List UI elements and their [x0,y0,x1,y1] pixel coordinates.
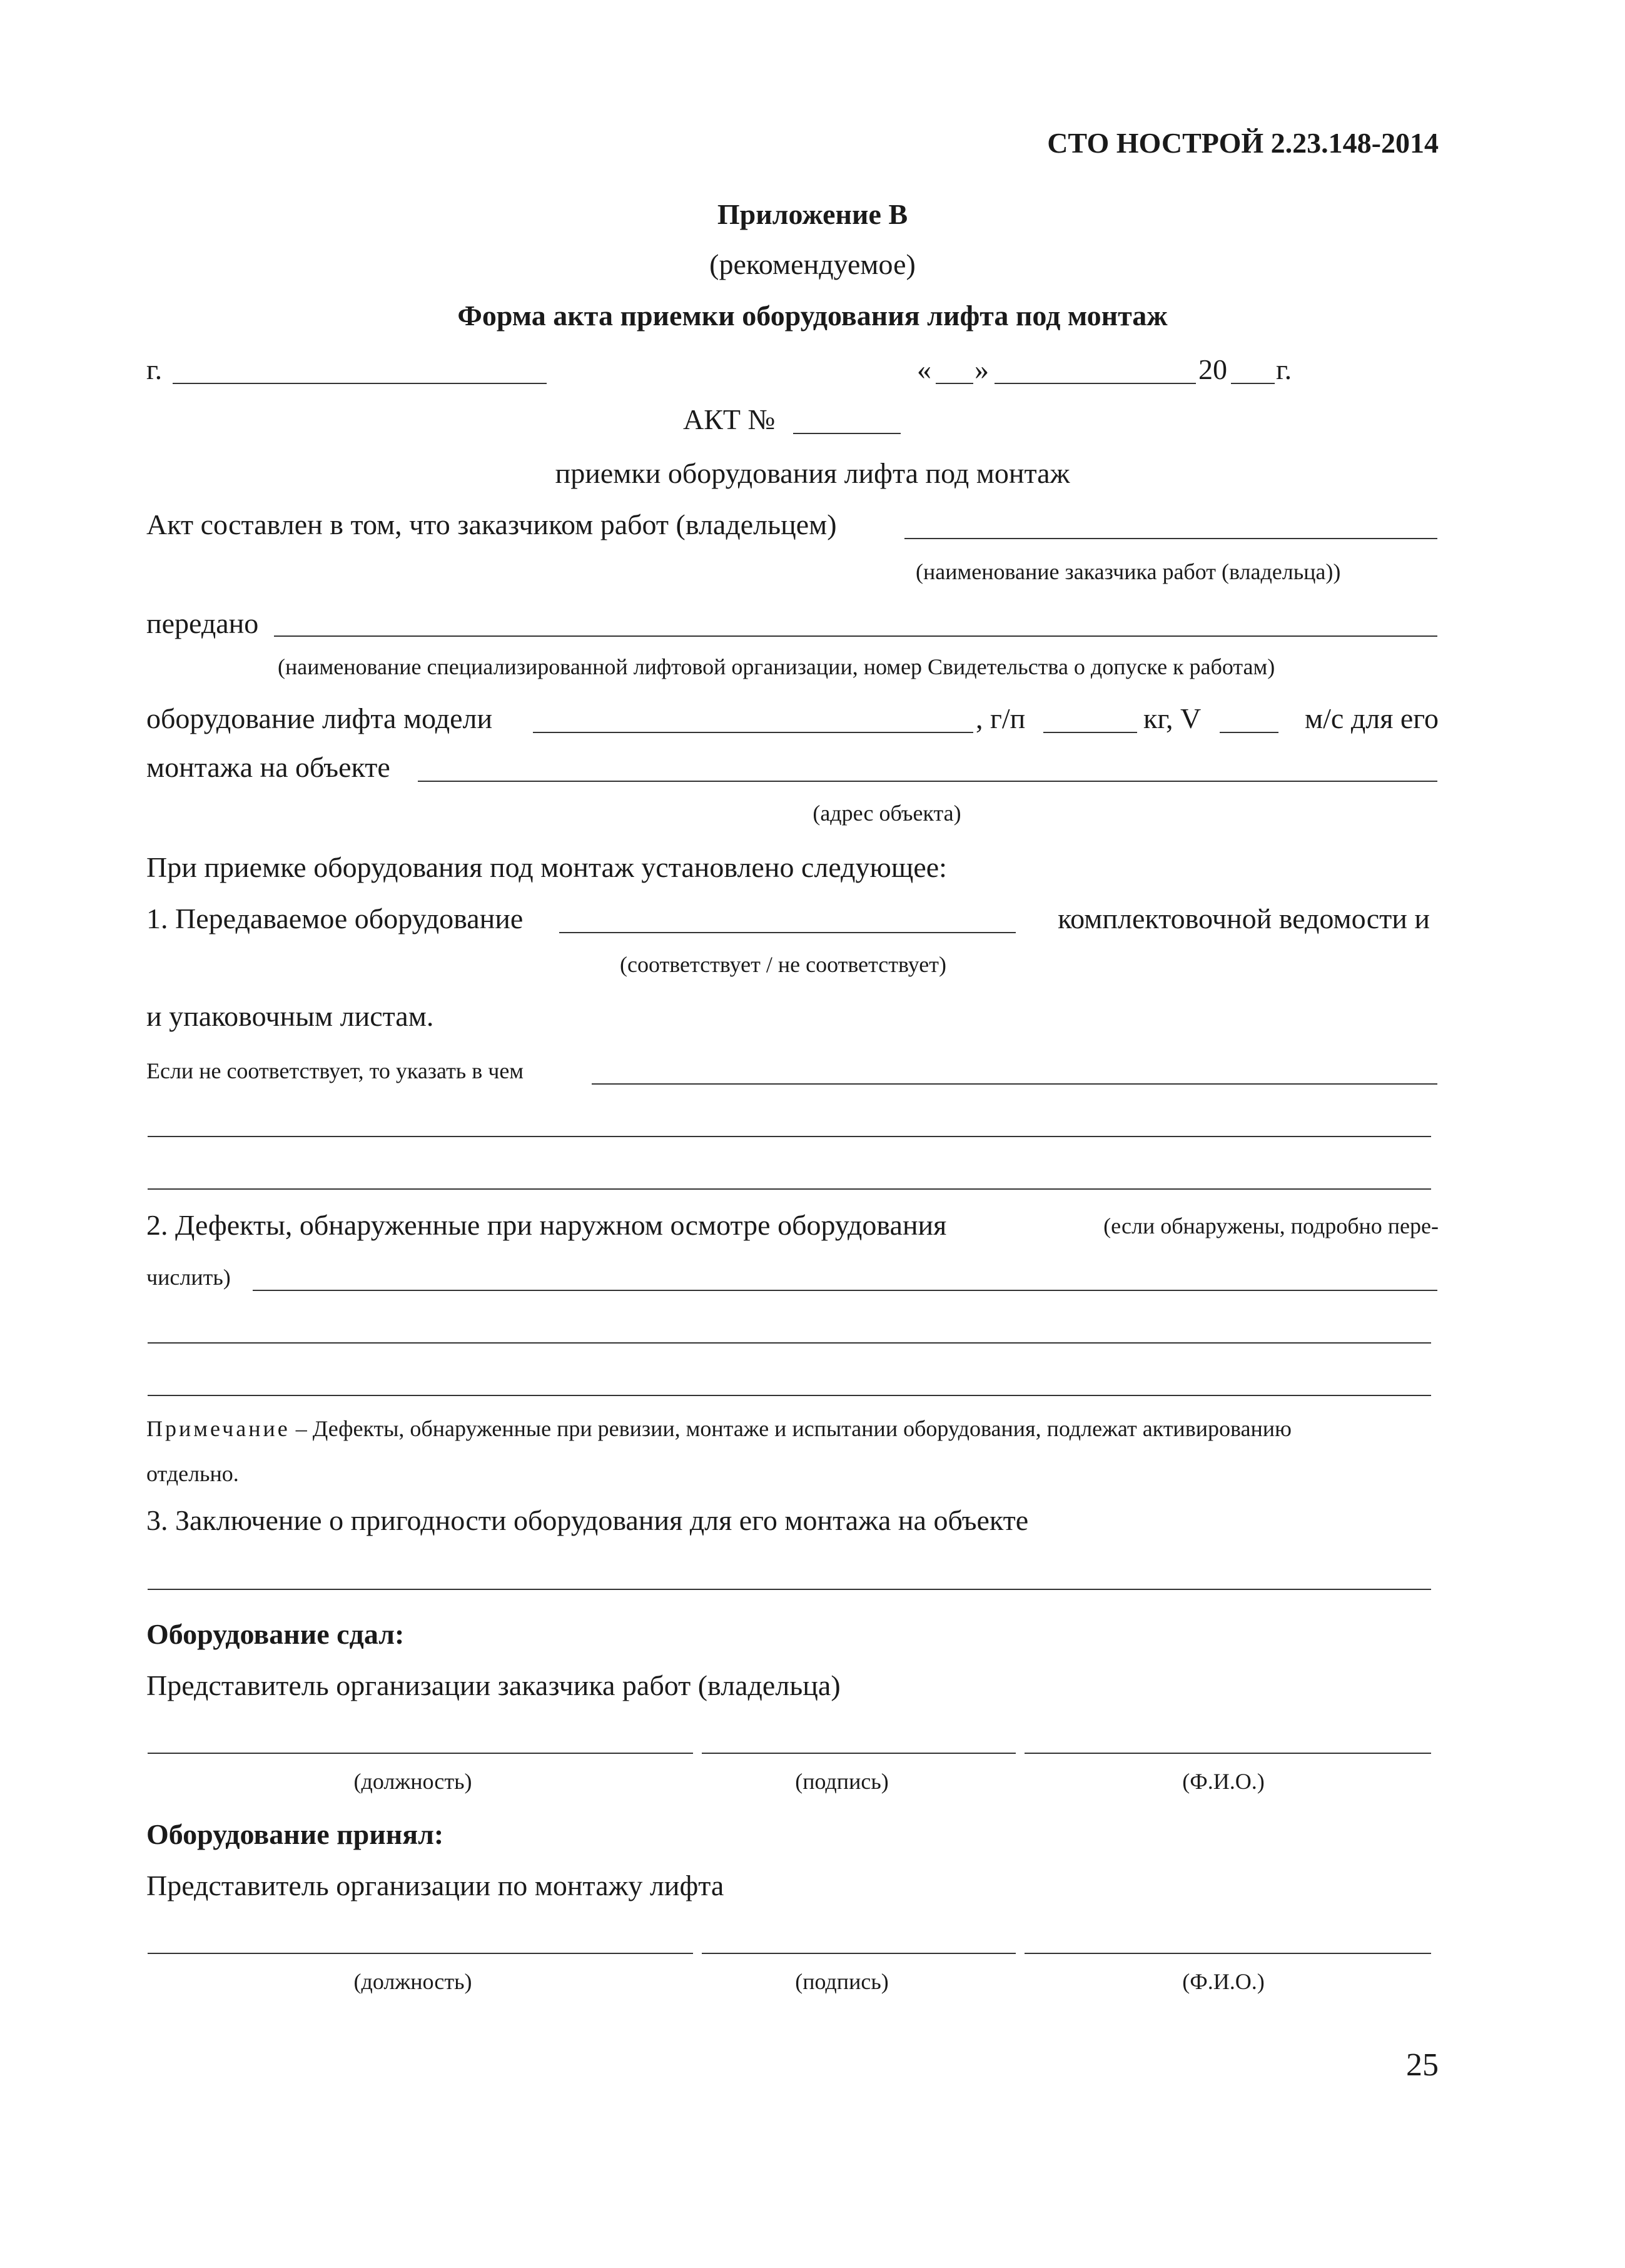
item1-blank [559,932,1016,933]
note [146,1417,1292,1440]
defects-blank-3 [148,1395,1431,1396]
item1-cont: и упаковочным листам. [146,1000,434,1032]
received-position-hint: (должность) [353,1969,472,1994]
document-code: СТО НОСТРОЙ 2.23.148-2014 [1047,127,1439,159]
model-blank [533,732,973,733]
if-not-label: Если не соответствует, то указать в чем [146,1058,524,1083]
form-title: Форма акта приемки оборудования лифта под монтаж [457,300,1168,332]
date-suffix: г. [1276,353,1292,385]
act-number-label: АКТ № [683,403,776,435]
handed-position-line [148,1753,693,1754]
received-title: Оборудование принял: [146,1818,444,1850]
handed-name-hint: (Ф.И.О.) [1182,1769,1265,1794]
conclusion-blank [148,1589,1431,1590]
if-not-blank-2 [148,1136,1431,1137]
handed-representative: Представитель организации заказчика работ (владельца) [146,1669,841,1701]
day-blank [936,383,973,384]
defects-blank [253,1290,1437,1291]
date-close-quote: » [974,353,989,385]
model-label: оборудование лифта модели [146,702,493,734]
item1-hint: (соответствует / не соответствует) [620,952,946,977]
site-blank [418,781,1437,782]
capacity-blank [1043,732,1137,733]
customer-blank [904,538,1437,539]
composed-text: Акт составлен в том, что заказчиком работ (владельцем) [146,509,837,540]
item1-end: комплектовочной ведомости и [1058,903,1430,934]
handed-name-line [1025,1753,1431,1754]
appendix-title: Приложение В [717,198,908,230]
speed-blank [1220,732,1278,733]
organization-hint: (наименование специализированной лифтовой организации, номер Свидетельства о допуске к работам) [278,654,1275,679]
appendix-status: (рекомендуемое) [709,248,916,280]
received-name-hint: (Ф.И.О.) [1182,1969,1265,1994]
date-year-prefix: 20 [1198,353,1227,385]
handed-signature-line [702,1753,1016,1754]
organization-blank [274,635,1437,637]
city-blank [173,383,547,384]
received-position-line [148,1953,693,1954]
received-representative: Представитель организации по монтажу лифта [146,1870,724,1901]
defects-blank-2 [148,1342,1431,1344]
year-blank [1231,383,1275,384]
transferred-label: передано [146,607,259,639]
page-number: 25 [1406,2047,1439,2083]
item2-main: 2. Дефекты, обнаруженные при наружном осмотре оборудования [146,1209,947,1241]
act-number-blank [793,433,901,434]
note-cont: отдельно. [146,1461,239,1486]
city-prefix: г. [146,353,163,385]
date-open-quote: « [917,353,931,385]
speed-tail: м/с для его [1305,702,1439,734]
item3: 3. Заключение о пригодности оборудования для его монтажа на объекте [146,1504,1029,1536]
capacity-label: , г/п [976,702,1026,734]
if-not-blank [592,1083,1437,1085]
address-hint: (адрес объекта) [812,801,961,826]
received-signature-line [702,1953,1016,1954]
handed-signature-hint: (подпись) [795,1769,889,1794]
kg-v-label: кг, V [1143,702,1202,734]
item1-start: 1. Передаваемое оборудование [146,903,524,934]
received-name-line [1025,1953,1431,1954]
handed-title: Оборудование сдал: [146,1618,405,1650]
findings-intro: При приемке оборудования под монтаж установлено следующее: [146,851,947,883]
handed-position-hint: (должность) [353,1769,472,1794]
note-text: – Дефекты, обнаруженные при ревизии, монтаже и испытании оборудования, подлежат активированию [290,1416,1292,1441]
received-signature-hint: (подпись) [795,1969,889,1994]
site-label: монтажа на объекте [146,751,390,783]
month-blank [995,383,1196,384]
customer-hint: (наименование заказчика работ (владельца)) [916,559,1341,584]
if-not-blank-3 [148,1188,1431,1190]
note-label: Примечание [146,1416,290,1441]
item2-cont: числить) [146,1265,231,1290]
item2-paren: (если обнаружены, подробно пере- [1103,1213,1439,1238]
act-subtitle: приемки оборудования лифта под монтаж [555,457,1070,489]
